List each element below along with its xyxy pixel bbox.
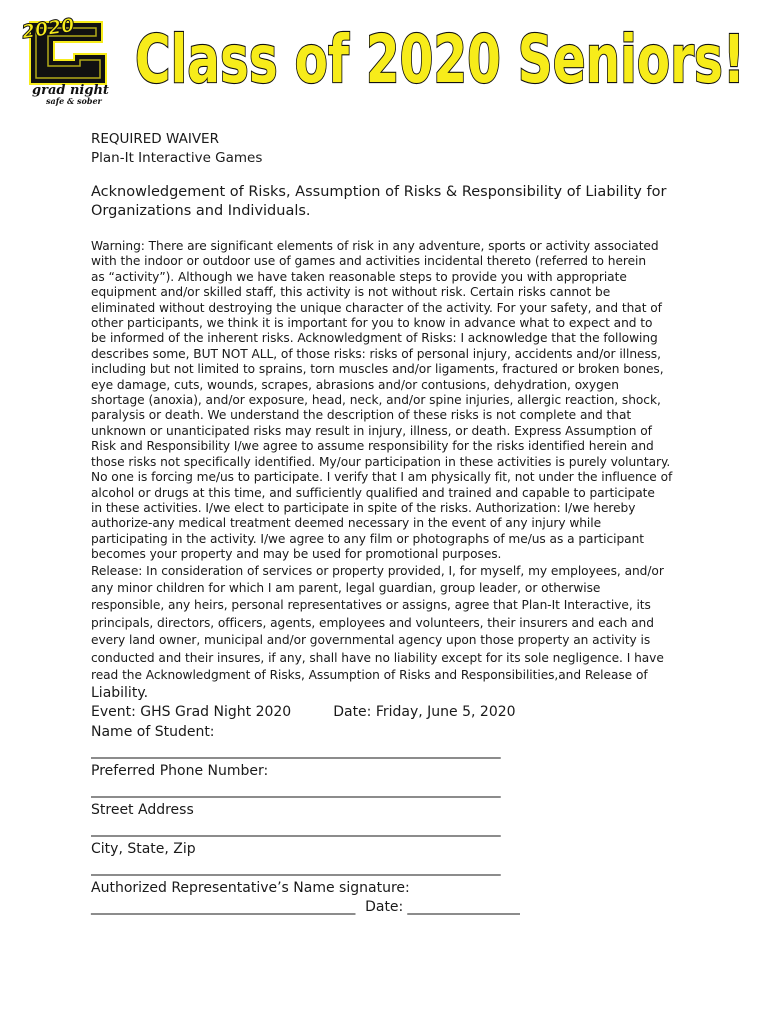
banner-title-text: Class of 2020 Seniors! — [135, 21, 745, 93]
phone-label: Preferred Phone Number: — [91, 762, 269, 779]
street-label: Street Address — [91, 801, 194, 818]
waiver-content — [91, 130, 691, 918]
signature-label: Authorized Representative’s Name signature: — [91, 879, 410, 896]
city-label: City, State, Zip — [91, 840, 196, 857]
waiver-heading: REQUIRED WAIVER — [91, 131, 219, 147]
logo-grad-night: grad night — [32, 83, 109, 98]
signature-date-line[interactable]: _________________ — [407, 899, 520, 916]
release-paragraph: Release: In consideration of services or property provided, I, for myself, my employees, and/or any minor children for which I am parent, legal guardian, group leader, or otherwise responsible, any heirs, personal representatives or assigns, agree that Plan-It Interactive, its principals, directors, officers, agents, employees and volunteers, their insurers and each and every land owner, municipal and/or governmental agency upon those property an activity is conducted and their insures, if any, shall have no liability except for its sole negligence. I have read the Acknowledgment of Risks, Assumption of Risks and Responsibilities,and Release of — [91, 563, 664, 682]
company-name: Plan-It Interactive Games — [91, 150, 263, 166]
grad-night-logo — [20, 14, 120, 106]
signature-line[interactable]: ________________________________________ — [91, 899, 356, 916]
signature-row — [91, 898, 691, 918]
banner-title — [135, 18, 755, 93]
city-line[interactable]: ______________________________________________________________ — [91, 860, 501, 877]
warning-paragraph: Warning: There are significant elements of risk in any adventure, sports or activity associated with the indoor or outdoor use of games and activities incidental thereto (referred to herein as “activity”). Although we have taken reasonable steps to provide you with appropriate equipment and/or skilled staff, this activity is not without risk. Certain risks cannot be eliminated without destroying the unique character of the activity. For your safety, and that of other participants, we think it is important for you to know in advance what to expect and to be informed of the inherent risks. Acknowledgment of Risks: I acknowledge that the following describes some, BUT NOT ALL, of those risks: risks of personal injury, accidents and/or illness, including but not limited to sprains, torn muscles and/or ligaments, fractured or broken bones, eye damage, cuts, wounds, scrapes, abrasions and/or contusions, dehydration, oxygen shortage (anoxia), and/or exposure, head, neck, and/or spine injuries, allergic reaction, shock, paralysis or death. We understand the description of these risks is not complete and that unknown or unanticipated risks may result in injury, illness, or death. Express Assumption of Risk and Responsibility I/we agree to assume responsibility for the risks identified herein and those risks not specifically identified. My/our participation in these activities is purely voluntary. No one is forcing me/us to participate. I verify that I am physically fit, not under the influence of alcohol or drugs at this time, and sufficiently qualified and trained and capable to participate in these activities. I/we elect to participate in spite of the risks. Authorization: I/we hereby authorize-any medical treatment deemed necessary in the event of any injury while participating in the activity. I/we agree to any film or photographs of me/us as a participant becomes your property and may be used for promotional purposes. — [91, 239, 673, 562]
logo-safe-sober: safe & sober — [46, 96, 102, 106]
street-line[interactable]: ______________________________________________________________ — [91, 821, 501, 838]
form-fields — [91, 703, 691, 918]
event-date: Date: Friday, June 5, 2020 — [333, 704, 516, 721]
student-name-label: Name of Student: — [91, 723, 215, 740]
student-name-line[interactable]: ______________________________________________________________ — [91, 743, 501, 760]
acknowledgement-heading: Acknowledgement of Risks, Assumption of Risks & Responsibility of Liability for Organizations and Individuals. — [91, 184, 667, 219]
liability-text: Liability. — [91, 685, 149, 702]
event-label: Event: GHS Grad Night 2020 — [91, 704, 292, 721]
phone-line[interactable]: ______________________________________________________________ — [91, 782, 501, 799]
event-row — [91, 703, 691, 723]
signature-date-label: Date: — [365, 899, 404, 916]
logo-year: 2020 — [20, 14, 76, 44]
